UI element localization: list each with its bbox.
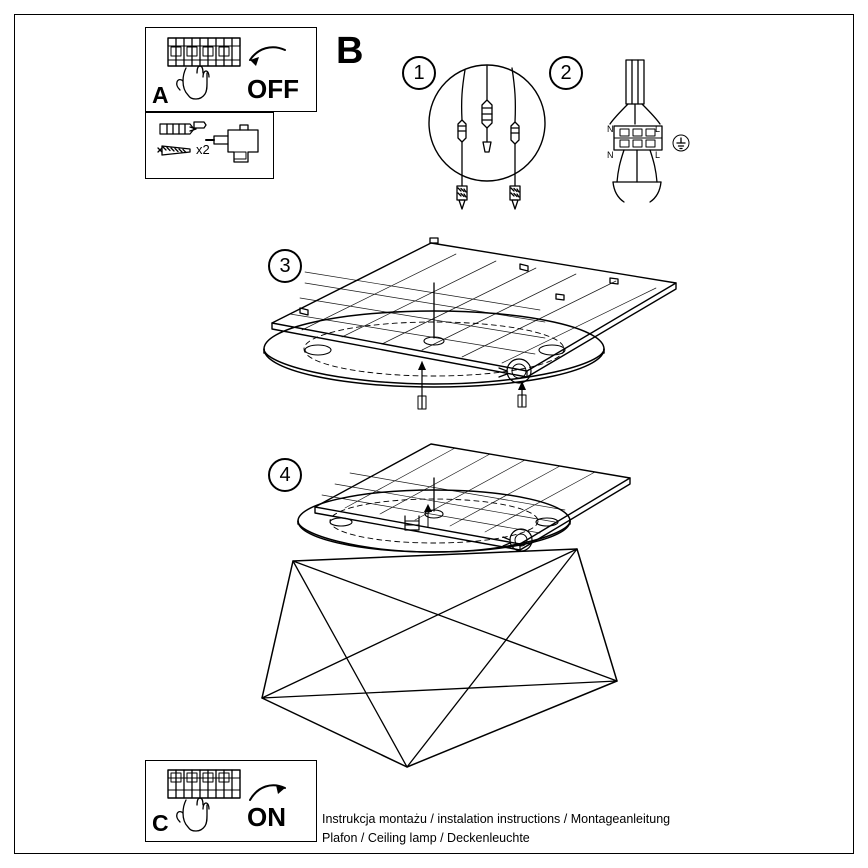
off-label: OFF	[247, 74, 299, 104]
terminal-label-l-right: L	[655, 150, 661, 160]
lamp-shade-icon	[262, 549, 617, 767]
terminal-connector-icon	[610, 60, 689, 202]
ceiling-wires-icon	[429, 65, 545, 209]
screw-icon	[158, 146, 190, 155]
step-b-label: B	[336, 30, 364, 72]
step-a-label: A	[152, 82, 169, 108]
terminal-label-l-left: L	[655, 124, 661, 134]
screw-quantity-label: x2	[196, 142, 210, 157]
on-label: ON	[247, 802, 286, 832]
curved-arrow-on-icon	[250, 785, 285, 800]
mounting-plate-step4	[262, 444, 630, 767]
breaker-off-icon	[168, 38, 240, 66]
wall-plug-icon	[160, 122, 206, 134]
hand-icon-c	[177, 798, 209, 831]
footer-text	[322, 810, 670, 849]
footer-line-2: Plafon / Ceiling lamp / Deckenleuchte	[322, 831, 530, 846]
terminal-label-n-right: N	[607, 150, 614, 160]
breaker-on-icon	[168, 770, 240, 798]
terminal-label-n-left: N	[607, 124, 614, 134]
step-number-4: 4	[268, 458, 302, 492]
step-c-label: C	[152, 810, 169, 836]
mounting-plate-step3	[264, 238, 676, 409]
drill-icon	[206, 125, 258, 162]
hand-icon-a	[177, 66, 209, 99]
curved-arrow-off-icon	[250, 47, 285, 66]
step-number-1: 1	[402, 56, 436, 90]
footer-line-1: Instrukcja montażu / instalation instructions / Montageanleitung	[322, 812, 671, 826]
step-number-3: 3	[268, 249, 302, 283]
step-number-2: 2	[549, 56, 583, 90]
